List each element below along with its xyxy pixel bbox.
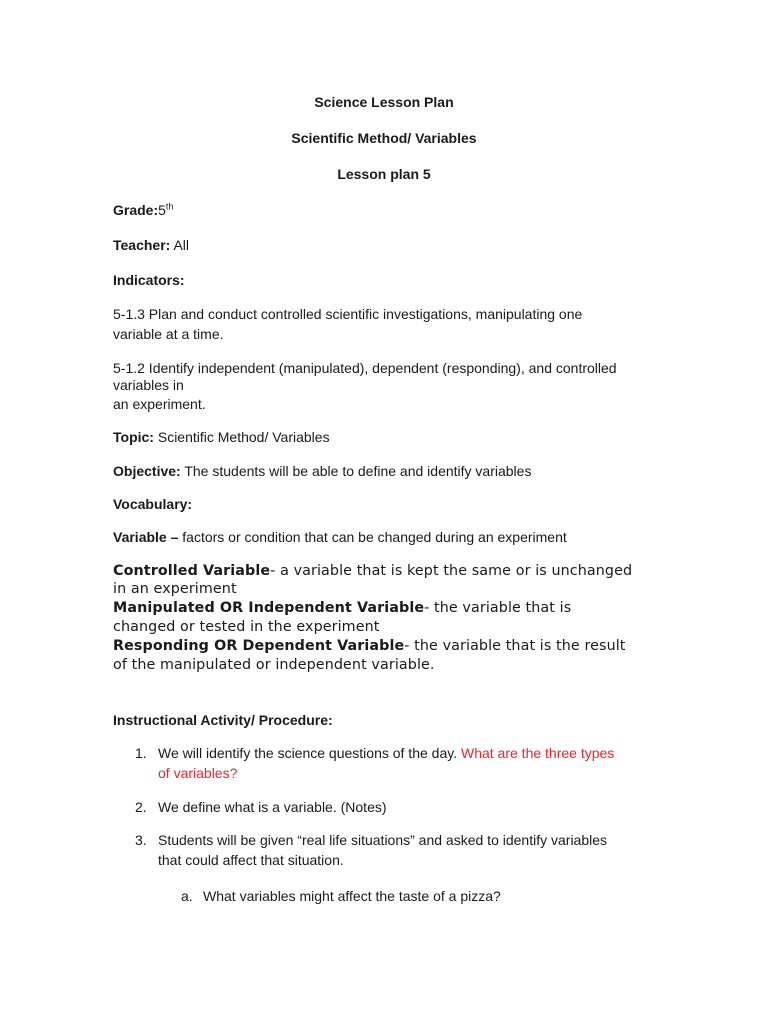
vocab-controlled-def: - a variable that is kept the same or is unchanged	[270, 563, 633, 579]
vocab-manipulated-line-2: changed or tested in the experiment	[113, 619, 380, 635]
step-1-line-1	[158, 743, 614, 763]
sub-step-a-text: What variables might affect the taste of a pizza?	[203, 888, 501, 904]
vocab-controlled-line-1	[113, 562, 632, 581]
vocab-controlled-line-2: in an experiment	[113, 581, 237, 597]
document-subtitle: Scientific Method/ Variables	[291, 130, 477, 146]
grade-suffix: th	[165, 201, 174, 212]
grade-value: 5	[158, 202, 166, 218]
grade-line	[113, 200, 173, 220]
vocab-responding-term: Responding OR Dependent Variable	[113, 638, 405, 654]
step-3-line-1: Students will be given “real life situations” and asked to identify variables	[158, 832, 608, 848]
lesson-number: Lesson plan 5	[337, 166, 431, 182]
indicator-1-line-2: variable at a time.	[113, 326, 224, 342]
objective-line	[113, 461, 531, 481]
indicators-heading: Indicators:	[113, 272, 185, 288]
teacher-value: All	[173, 237, 190, 253]
vocab-responding-def: - the variable that is the result	[404, 638, 626, 654]
indicator-1-line-1: 5-1.3 Plan and conduct controlled scientific investigations, manipulating one	[113, 306, 583, 322]
topic-value: Scientific Method/ Variables	[157, 429, 330, 445]
grade-label: Grade:	[113, 202, 159, 218]
document-title: Science Lesson Plan	[314, 94, 454, 110]
step-1-number: 1.	[135, 745, 147, 761]
vocab-variable-term: Variable –	[113, 529, 179, 545]
vocab-manipulated-term: Manipulated OR Independent Variable	[113, 600, 425, 616]
teacher-label: Teacher:	[113, 237, 171, 253]
objective-label: Objective:	[113, 463, 181, 479]
step-1-question: What are the three types	[460, 745, 615, 761]
vocabulary-heading: Vocabulary:	[113, 496, 193, 512]
step-2-text: We define what is a variable. (Notes)	[158, 799, 387, 815]
vocab-responding-line-1	[113, 637, 626, 656]
sub-step-a-letter: a.	[181, 888, 193, 904]
procedure-heading: Instructional Activity/ Procedure:	[113, 712, 333, 728]
vocab-manipulated-line-1	[113, 599, 571, 618]
topic-line	[113, 427, 330, 447]
indicator-2-line-2: variables in	[113, 377, 184, 393]
vocab-variable-def: factors or condition that can be changed during an experiment	[182, 529, 567, 545]
vocab-responding-line-2: of the manipulated or independent variable.	[113, 657, 435, 673]
indicator-2-line-3: an experiment.	[113, 396, 206, 412]
vocab-controlled-term: Controlled Variable	[113, 563, 271, 579]
step-2-number: 2.	[135, 799, 147, 815]
objective-value: The students will be able to define and identify variables	[184, 463, 532, 479]
step-3-number: 3.	[135, 832, 147, 848]
vocab-variable	[113, 527, 567, 547]
topic-label: Topic:	[113, 429, 154, 445]
step-3-line-2: that could affect that situation.	[158, 852, 344, 868]
teacher-line	[113, 235, 189, 255]
vocab-manipulated-def: - the variable that is	[424, 600, 572, 616]
step-1-text: We will identify the science questions of the day.	[158, 745, 458, 761]
indicator-2-line-1: 5-1.2 Identify independent (manipulated), dependent (responding), and controlled	[113, 360, 617, 376]
step-1-question-line-2: of variables?	[158, 765, 238, 781]
